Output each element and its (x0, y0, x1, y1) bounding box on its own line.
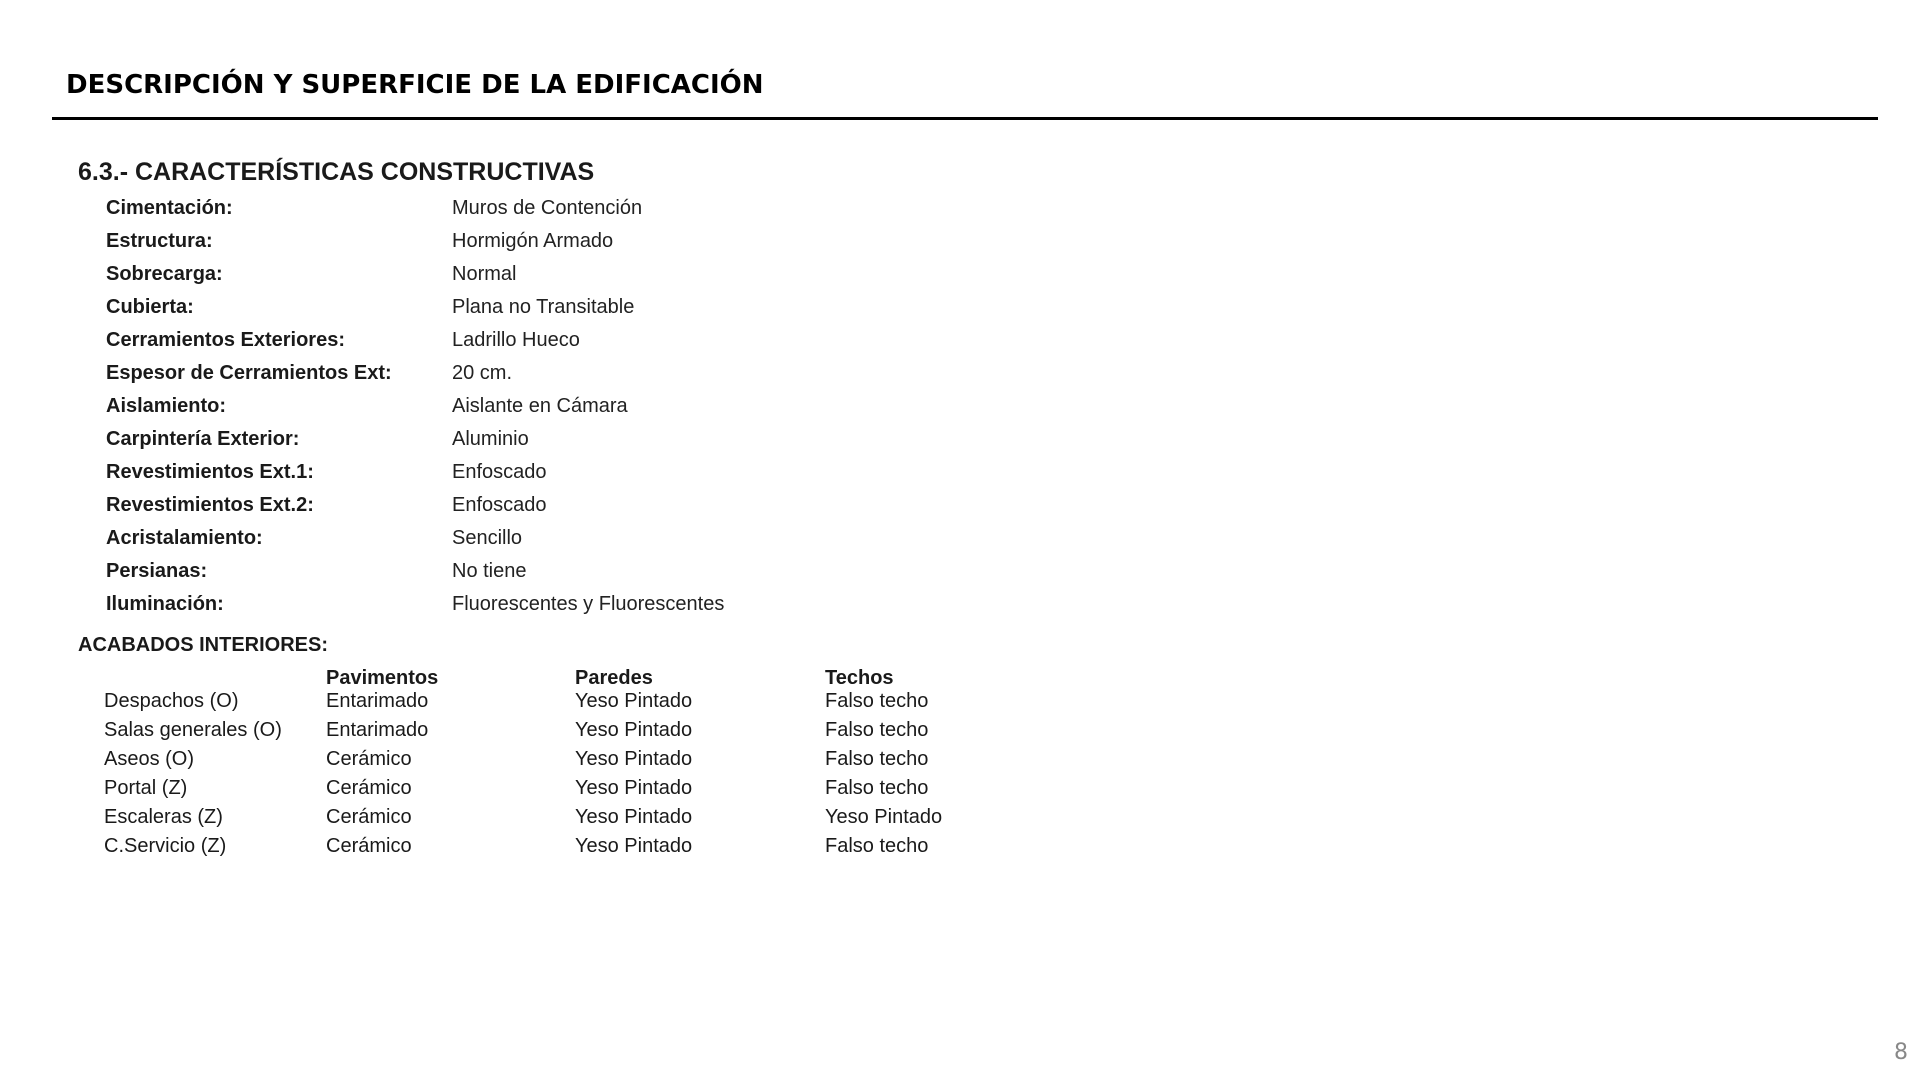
floor-cell: Cerámico (326, 835, 412, 857)
room-cell: C.Servicio (Z) (104, 835, 227, 857)
walls-cell: Yeso Pintado (575, 690, 693, 712)
spec-label: Cerramientos Exteriores: (106, 329, 345, 351)
spec-value: 20 cm. (452, 362, 513, 384)
spec-value: Sencillo (452, 527, 523, 549)
room-cell: Aseos (O) (104, 748, 195, 770)
spec-label: Cubierta: (106, 296, 194, 318)
column-header-pavimentos: Pavimentos (326, 667, 439, 689)
interior-finishes-title: ACABADOS INTERIORES: (78, 634, 329, 656)
column-header-techos: Techos (825, 667, 894, 689)
walls-cell: Yeso Pintado (575, 835, 693, 857)
ceiling-cell: Falso techo (825, 719, 929, 741)
spec-row (106, 225, 906, 258)
walls-cell: Yeso Pintado (575, 748, 693, 770)
spec-value: Normal (452, 263, 517, 285)
spec-label: Cimentación: (106, 197, 233, 219)
ceiling-cell: Falso techo (825, 690, 929, 712)
spec-row (106, 192, 906, 225)
spec-row (106, 357, 906, 390)
spec-label: Acristalamiento: (106, 527, 263, 549)
spec-label: Iluminación: (106, 593, 224, 615)
spec-row (106, 258, 906, 291)
spec-value: Aislante en Cámara (452, 395, 628, 417)
spec-value: No tiene (452, 560, 527, 582)
ceiling-cell: Falso techo (825, 777, 929, 799)
walls-cell: Yeso Pintado (575, 806, 693, 828)
ceiling-cell: Yeso Pintado (825, 806, 943, 828)
spec-row (106, 489, 906, 522)
ceiling-cell: Falso techo (825, 748, 929, 770)
spec-value: Fluorescentes y Fluorescentes (452, 593, 725, 615)
room-cell: Escaleras (Z) (104, 806, 223, 828)
floor-cell: Cerámico (326, 806, 412, 828)
spec-row (106, 456, 906, 489)
header-divider (52, 117, 1878, 120)
spec-label: Aislamiento: (106, 395, 227, 417)
floor-cell: Entarimado (326, 719, 429, 741)
slide-title: DESCRIPCIÓN Y SUPERFICIE DE LA EDIFICACIÓN (66, 70, 764, 100)
walls-cell: Yeso Pintado (575, 777, 693, 799)
page-number: 8 (1894, 1040, 1908, 1065)
spec-row (106, 555, 906, 588)
spec-row (106, 324, 906, 357)
room-cell: Portal (Z) (104, 777, 188, 799)
spec-label: Carpintería Exterior: (106, 428, 300, 450)
spec-label: Persianas: (106, 560, 208, 582)
floor-cell: Entarimado (326, 690, 429, 712)
spec-label: Estructura: (106, 230, 213, 252)
room-cell: Salas generales (O) (104, 719, 282, 741)
floor-cell: Cerámico (326, 748, 412, 770)
spec-label: Espesor de Cerramientos Ext: (106, 362, 392, 384)
spec-value: Enfoscado (452, 461, 547, 483)
spec-value: Hormigón Armado (452, 230, 614, 252)
spec-value: Enfoscado (452, 494, 547, 516)
spec-value: Aluminio (452, 428, 529, 450)
section-title: 6.3.- CARACTERÍSTICAS CONSTRUCTIVAS (78, 158, 595, 186)
room-cell: Despachos (O) (104, 690, 239, 712)
spec-label: Revestimientos Ext.1: (106, 461, 314, 483)
column-header-paredes: Paredes (575, 667, 653, 689)
spec-value: Ladrillo Hueco (452, 329, 580, 351)
floor-cell: Cerámico (326, 777, 412, 799)
spec-label: Sobrecarga: (106, 263, 223, 285)
spec-row (106, 522, 906, 555)
ceiling-cell: Falso techo (825, 835, 929, 857)
walls-cell: Yeso Pintado (575, 719, 693, 741)
spec-row (106, 423, 906, 456)
spec-value: Muros de Contención (452, 197, 643, 219)
spec-row (106, 291, 906, 324)
construction-specs-list (106, 192, 906, 621)
spec-row (106, 390, 906, 423)
spec-row (106, 588, 906, 621)
spec-label: Revestimientos Ext.2: (106, 494, 314, 516)
spec-value: Plana no Transitable (452, 296, 635, 318)
